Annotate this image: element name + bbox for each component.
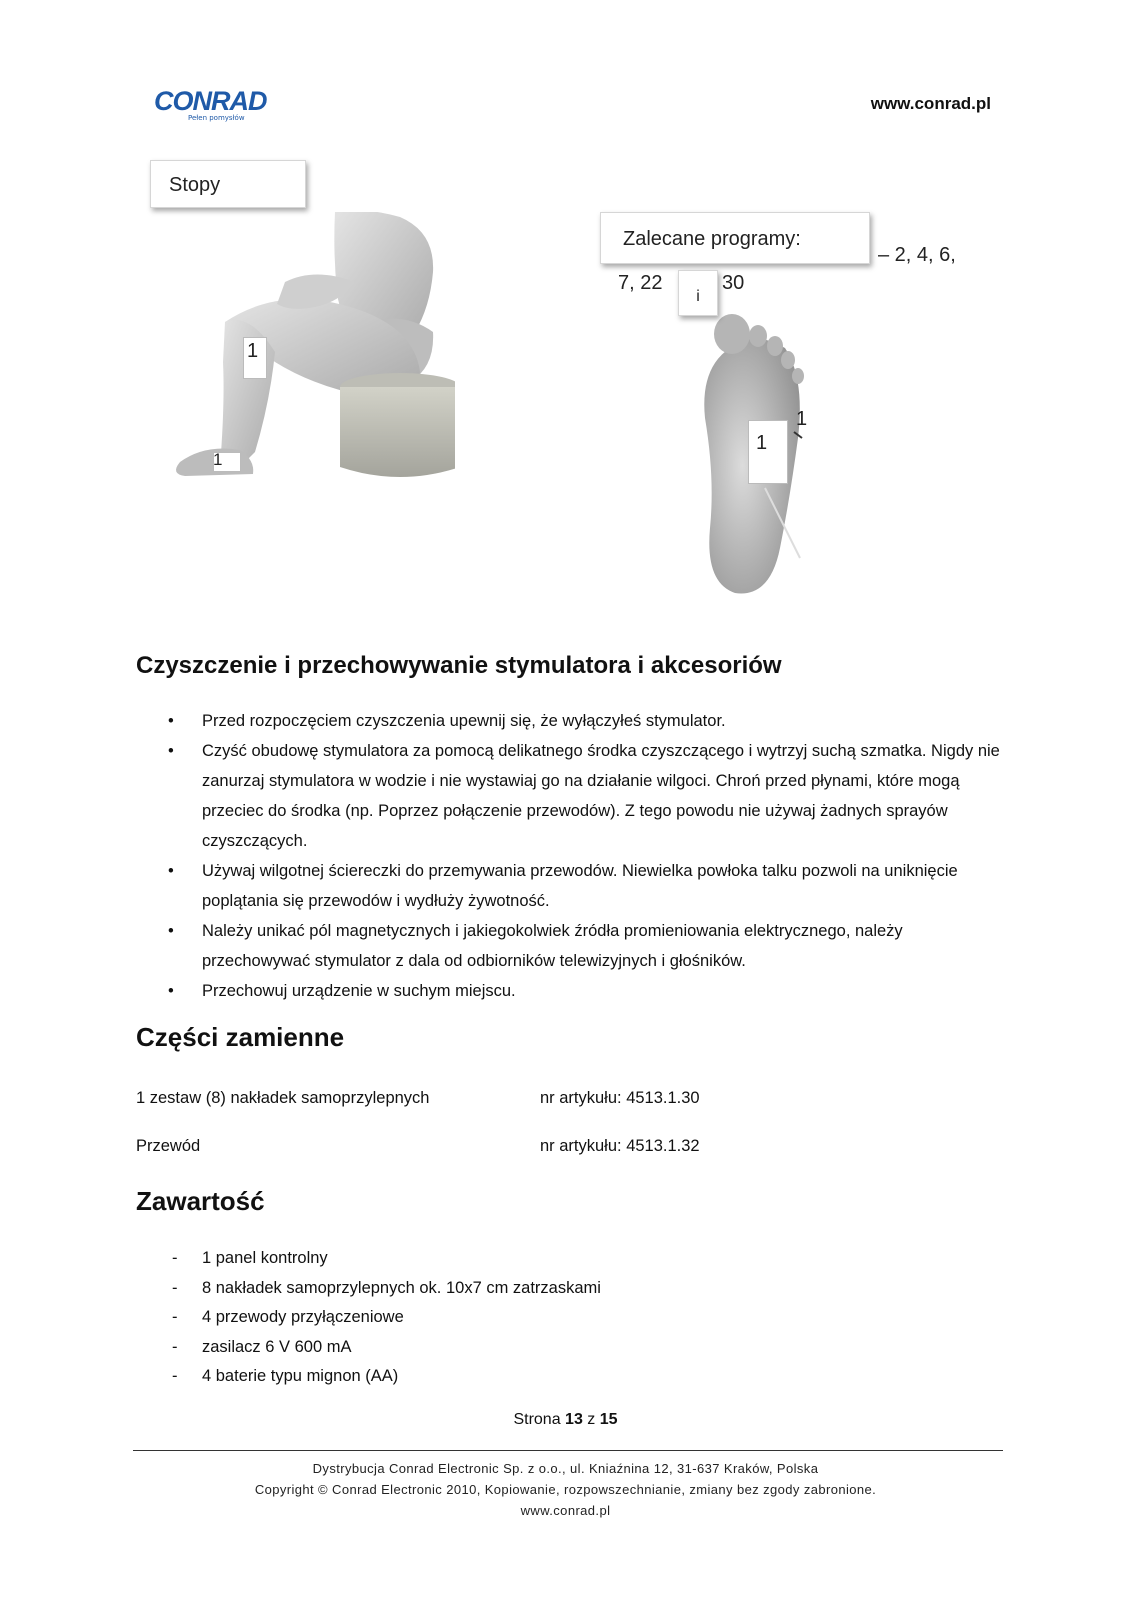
contents-item-text: 4 przewody przyłączeniowe — [202, 1308, 404, 1326]
logo-wordmark: CONRAD — [154, 86, 267, 116]
callout-stopy: Stopy — [150, 160, 306, 208]
list-item — [168, 1362, 601, 1392]
electrode-label-side: 1 — [796, 408, 808, 430]
dash-marker: - — [172, 1337, 178, 1356]
bullet-marker: • — [168, 862, 174, 880]
part-name: Przewód — [136, 1137, 201, 1155]
page-total: 15 — [599, 1411, 618, 1428]
parts-row — [136, 1089, 700, 1108]
cleaning-item-text: Czyść obudowę stymulatora za pomocą delikatnego środka czyszczącego i wytrzyj suchą szmatka. Nigdy nie zanurzaj stymulatora w wodzie i nie wystawiaj go na działanie wilgoci. Chroń przed płynami, które mogą przeciec do środka (np. Poprzez połączenie przewodów). Z tego powodu nie używaj żadnych sprayów czyszczących. — [202, 742, 1000, 850]
electrode-label-leg: 1 — [247, 340, 259, 362]
dash-marker: - — [172, 1308, 178, 1326]
conrad-logo — [154, 86, 267, 126]
footer-copyright: Copyright © Conrad Electronic 2010, Kopiowanie, rozpowszechnianie, zmiany bez zgody zabronione. — [254, 1482, 877, 1497]
footer-address: Dystrybucja Conrad Electronic Sp. z o.o., ul. Kniaźnina 12, 31-637 Kraków, Polska — [312, 1461, 819, 1476]
callout-tab-i: i — [678, 270, 718, 316]
logo-tagline: Pełen pomysłów — [188, 114, 245, 122]
electrode-pad-sole — [748, 420, 788, 484]
list-item — [168, 1303, 601, 1333]
electrode-label-sole: 1 — [756, 432, 768, 454]
page-prefix: Strona — [513, 1411, 561, 1428]
cleaning-heading: Czyszczenie i przechowywanie stymulatora i akcesoriów — [136, 652, 782, 679]
bullet-marker: • — [168, 922, 174, 940]
bullet-marker: • — [168, 712, 174, 730]
programs-left-text: 7, 22 — [618, 272, 663, 294]
page-number — [0, 1411, 1131, 1429]
contents-item-text: zasilacz 6 V 600 mA — [202, 1337, 352, 1356]
footer-url: www.conrad.pl — [520, 1503, 611, 1518]
cleaning-item-text: Przechowuj urządzenie w suchym miejscu. — [202, 982, 516, 1000]
list-item — [168, 706, 1008, 736]
programs-right-text: – 2, 4, 6, — [878, 244, 956, 266]
page-footer — [0, 1458, 1131, 1521]
list-item — [168, 1333, 601, 1363]
cleaning-list — [168, 706, 1008, 1006]
dash-marker: - — [172, 1367, 178, 1385]
cleaning-item-text: Należy unikać pól magnetycznych i jakiegokolwiek źródła promieniowania elektrycznego, należy przechowywać stymulator z dala od odbiorników telewizyjnych i głośników. — [202, 922, 903, 970]
list-item — [168, 856, 1008, 916]
part-name: 1 zestaw (8) nakładek samoprzylepnych — [136, 1089, 430, 1107]
callout-recommended-programs: Zalecane programy: — [600, 212, 870, 264]
dash-marker: - — [172, 1249, 178, 1267]
dash-marker: - — [172, 1278, 178, 1297]
contents-item-text: 4 baterie typu mignon (AA) — [202, 1367, 399, 1385]
list-item — [168, 1274, 601, 1304]
parts-row — [136, 1137, 700, 1156]
list-item — [168, 976, 1008, 1006]
footer-divider — [133, 1450, 1003, 1451]
parts-heading: Części zamienne — [136, 1022, 345, 1052]
figure-legs — [165, 212, 455, 487]
legs-illustration — [165, 212, 455, 487]
list-item — [168, 736, 1008, 856]
contents-item-text: 1 panel kontrolny — [202, 1249, 328, 1267]
bullet-marker: • — [168, 982, 174, 1000]
page-current: 13 — [565, 1411, 583, 1428]
list-item — [168, 916, 1008, 976]
part-number: nr artykułu: 4513.1.32 — [540, 1137, 700, 1155]
contents-heading: Zawartość — [136, 1186, 265, 1216]
part-number: nr artykułu: 4513.1.30 — [540, 1089, 700, 1107]
programs-mid-text: 30 — [722, 272, 745, 294]
cleaning-item-text: Używaj wilgotnej ściereczki do przemywania przewodów. Niewielka powłoka talku pozwoli na uniknięcie poplątania się przewodów i wydłuży żywotność. — [202, 862, 958, 910]
cleaning-item-text: Przed rozpoczęciem czyszczenia upewnij się, że wyłączyłeś stymulator. — [202, 712, 726, 730]
figure-foot-sole — [690, 308, 830, 600]
header-site-url: www.conrad.pl — [870, 94, 991, 113]
list-item — [168, 1244, 601, 1274]
contents-item-text: 8 nakładek samoprzylepnych ok. 10x7 cm zatrzaskami — [202, 1278, 601, 1297]
page-separator: z — [587, 1411, 596, 1428]
contents-list — [168, 1244, 601, 1392]
bullet-marker: • — [168, 742, 174, 760]
electrode-label-foot: 1 — [213, 450, 223, 469]
